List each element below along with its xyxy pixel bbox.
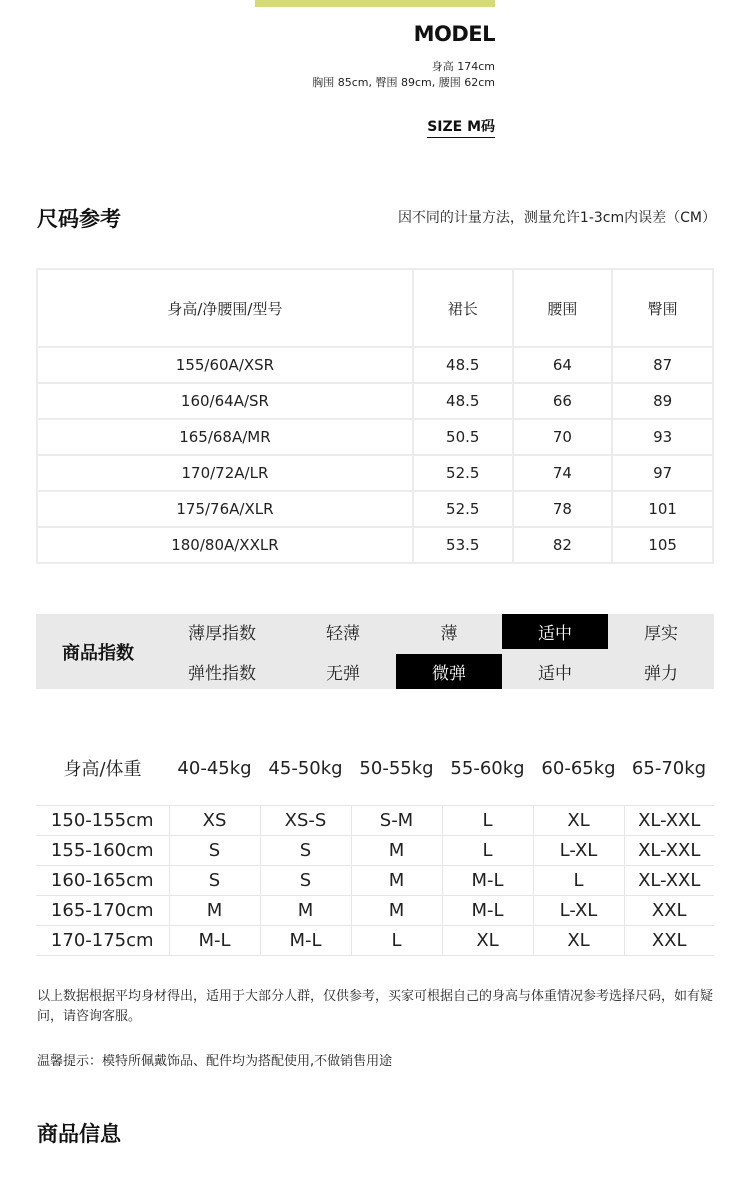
hw-height-cell: 165-170cm xyxy=(36,896,169,926)
size-table-cell: 82 xyxy=(513,527,613,563)
size-table-cell: 101 xyxy=(612,491,713,527)
hw-size-cell: XL-XXL xyxy=(624,866,714,896)
size-table-header-cell: 臀围 xyxy=(612,269,713,347)
product-index-label: 商品指数 xyxy=(62,642,134,664)
size-table-cell: 180/80A/XXLR xyxy=(37,527,413,563)
size-table-cell: 50.5 xyxy=(413,419,513,455)
hw-size-cell: XL xyxy=(442,926,533,956)
hw-weight-header: 40-45kg xyxy=(177,757,252,779)
hw-corner-label: 身高/体重 xyxy=(63,759,142,780)
index-row-label: 薄厚指数 xyxy=(188,624,256,644)
height-weight-table xyxy=(36,805,714,956)
index-option: 适中 xyxy=(538,664,572,684)
table-row xyxy=(36,806,714,836)
size-table-cell: 66 xyxy=(513,383,613,419)
index-option: 弹力 xyxy=(644,664,678,684)
size-table-cell: 78 xyxy=(513,491,613,527)
size-table-cell: 165/68A/MR xyxy=(37,419,413,455)
hw-weight-header: 60-65kg xyxy=(541,757,616,779)
hw-size-cell: S-M xyxy=(351,806,442,836)
size-table xyxy=(36,268,714,564)
table-row xyxy=(37,383,713,419)
size-disclaimer: 以上数据根据平均身材得出，适用于大部分人群，仅供参考，买家可根据自己的身高与体重情况参考选择尺码，如有疑问，请咨询客服。 xyxy=(37,989,714,1024)
size-table-cell: 105 xyxy=(612,527,713,563)
hw-size-cell: S xyxy=(260,836,351,866)
hw-size-cell: XL-XXL xyxy=(624,806,714,836)
hw-size-cell: L xyxy=(442,836,533,866)
size-table-cell: 74 xyxy=(513,455,613,491)
hw-height-cell: 160-165cm xyxy=(36,866,169,896)
index-option: 无弹 xyxy=(326,664,360,684)
hw-height-cell: 150-155cm xyxy=(36,806,169,836)
index-option-selected: 微弹 xyxy=(396,654,502,689)
hw-height-cell: 170-175cm xyxy=(36,926,169,956)
index-option: 薄 xyxy=(440,624,458,644)
hw-size-cell: S xyxy=(260,866,351,896)
model-title: MODEL xyxy=(413,22,495,46)
size-table-cell: 170/72A/LR xyxy=(37,455,413,491)
size-table-cell: 64 xyxy=(513,347,613,383)
hw-size-cell: XS-S xyxy=(260,806,351,836)
hw-size-cell: M xyxy=(351,866,442,896)
size-table-cell: 52.5 xyxy=(413,491,513,527)
hw-size-cell: XXL xyxy=(624,896,714,926)
model-measurements: 胸围 85cm, 臀围 89cm, 腰围 62cm xyxy=(312,76,495,89)
hw-size-cell: L xyxy=(351,926,442,956)
size-table-header-cell: 身高/净腰围/型号 xyxy=(37,269,413,347)
size-table-cell: 52.5 xyxy=(413,455,513,491)
hw-weight-header: 50-55kg xyxy=(359,757,434,779)
hw-size-cell: M-L xyxy=(442,896,533,926)
hw-size-cell: M-L xyxy=(169,926,260,956)
table-row xyxy=(37,527,713,563)
hw-size-cell: XS xyxy=(169,806,260,836)
hw-size-cell: XL-XXL xyxy=(624,836,714,866)
index-option-selected: 适中 xyxy=(502,614,608,649)
table-row xyxy=(36,896,714,926)
index-option: 厚实 xyxy=(644,624,678,644)
hw-size-cell: XL xyxy=(533,926,624,956)
hw-size-cell: M xyxy=(351,836,442,866)
size-table-cell: 89 xyxy=(612,383,713,419)
table-row xyxy=(37,455,713,491)
size-table-cell: 48.5 xyxy=(413,383,513,419)
table-row xyxy=(37,491,713,527)
size-table-cell: 160/64A/SR xyxy=(37,383,413,419)
table-row xyxy=(36,926,714,956)
accessory-tip: 温馨提示：模特所佩戴饰品、配件均为搭配使用,不做销售用途 xyxy=(37,1054,393,1069)
hw-size-cell: XXL xyxy=(624,926,714,956)
table-row xyxy=(37,419,713,455)
size-table-cell: 155/60A/XSR xyxy=(37,347,413,383)
size-table-cell: 48.5 xyxy=(413,347,513,383)
hw-height-cell: 155-160cm xyxy=(36,836,169,866)
model-size-label: SIZE M码 xyxy=(427,116,495,138)
hw-size-cell: L-XL xyxy=(533,896,624,926)
hw-size-cell: L-XL xyxy=(533,836,624,866)
hw-size-cell: L xyxy=(442,806,533,836)
size-table-cell: 93 xyxy=(612,419,713,455)
index-row-label: 弹性指数 xyxy=(188,664,256,684)
table-row xyxy=(37,347,713,383)
hw-size-cell: L xyxy=(533,866,624,896)
index-option: 轻薄 xyxy=(326,624,360,644)
hw-size-cell: M-L xyxy=(260,926,351,956)
size-table-cell: 70 xyxy=(513,419,613,455)
hw-size-cell: M xyxy=(169,896,260,926)
hw-size-cell: M xyxy=(260,896,351,926)
product-info-title: 商品信息 xyxy=(37,1122,121,1146)
hw-weight-header: 55-60kg xyxy=(450,757,525,779)
size-table-cell: 97 xyxy=(612,455,713,491)
size-table-header-cell: 腰围 xyxy=(513,269,613,347)
hw-size-cell: S xyxy=(169,836,260,866)
size-table-cell: 53.5 xyxy=(413,527,513,563)
hw-size-cell: S xyxy=(169,866,260,896)
size-ref-note: 因不同的计量方法，测量允许1-3cm内误差（CM） xyxy=(397,210,716,226)
table-row xyxy=(36,866,714,896)
model-height: 身高 174cm xyxy=(431,60,495,73)
model-photo xyxy=(255,0,495,7)
size-ref-title: 尺码参考 xyxy=(37,207,121,231)
hw-weight-header: 45-50kg xyxy=(268,757,343,779)
size-table-header-cell: 裙长 xyxy=(413,269,513,347)
size-table-cell: 87 xyxy=(612,347,713,383)
hw-size-cell: XL xyxy=(533,806,624,836)
size-table-cell: 175/76A/XLR xyxy=(37,491,413,527)
hw-size-cell: M-L xyxy=(442,866,533,896)
hw-size-cell: M xyxy=(351,896,442,926)
hw-weight-header: 65-70kg xyxy=(631,757,707,779)
table-row xyxy=(36,836,714,866)
size-table-header xyxy=(37,269,713,347)
